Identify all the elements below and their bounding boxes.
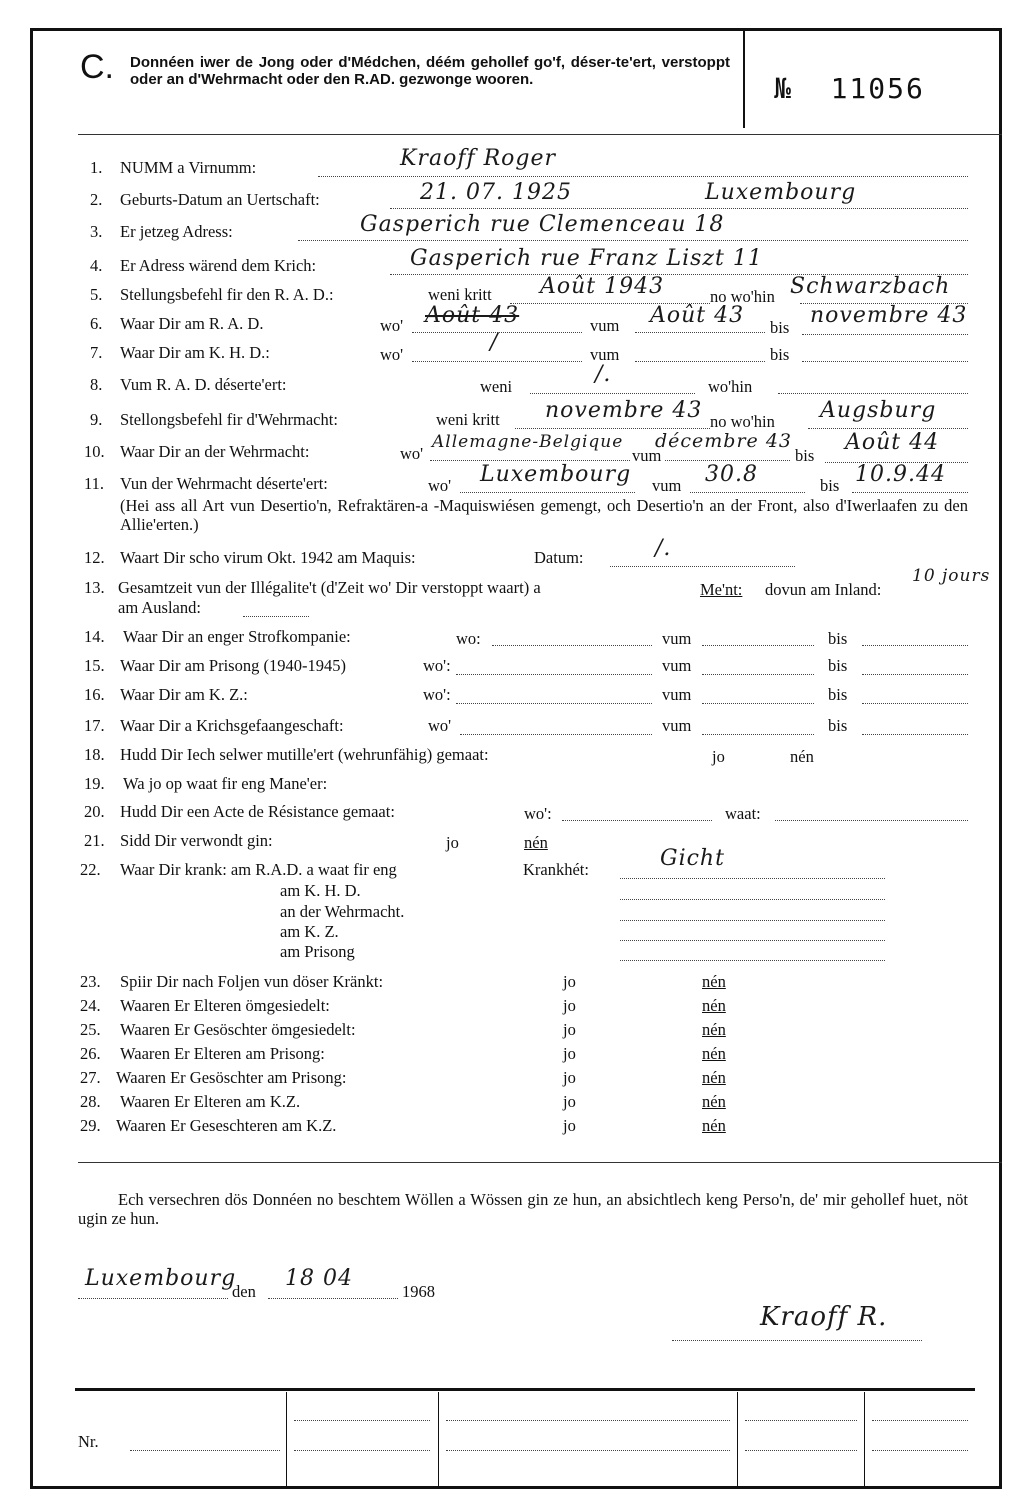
field-label-pow: Waar Dir a Krichsgefaangeschaft:: [120, 716, 344, 735]
bis-label: bis: [828, 685, 848, 704]
field-label-parents-resettled: Waaren Er Elteren ömgesiedelt:: [120, 996, 330, 1015]
nen-option-selected[interactable]: nén: [702, 972, 726, 991]
row-number: 5.: [90, 285, 103, 304]
field-line-ausland[interactable]: [243, 602, 309, 617]
bis-label: bis: [820, 476, 840, 495]
field-line-kz-vum[interactable]: [702, 689, 814, 704]
jo-option[interactable]: jo: [563, 996, 576, 1015]
field-label-siblings-resettled: Waaren Er Gesöschter ömgesiedelt:: [120, 1020, 356, 1039]
field-value-date: 18 04: [285, 1266, 353, 1291]
field-label-war-address: Er Adress wärend dem Krich:: [120, 256, 317, 275]
field-label-mutilated: Hudd Dir Iech selwer mutille'ert (wehrunfähig) gemaat:: [120, 745, 489, 764]
nen-option[interactable]: nén: [790, 747, 814, 766]
bis-label: bis: [795, 446, 815, 465]
sick-sub-wehrmacht: an der Wehrmacht.: [280, 902, 405, 921]
field-label-prisong: Waar Dir am Prisong (1940-1945): [120, 656, 346, 675]
wo-label: wo':: [524, 804, 552, 823]
field-label-kz: Waar Dir am K. Z.:: [120, 685, 248, 704]
field-label-wounded: Sidd Dir verwondt gin:: [120, 831, 273, 850]
field-line-prisong-vum[interactable]: [702, 660, 814, 675]
field-value-desert-wo: Luxembourg: [480, 462, 632, 487]
row-number: 8.: [90, 375, 103, 394]
row-number: 11.: [84, 474, 105, 493]
ausland-label: am Ausland:: [118, 598, 201, 617]
wohin-label: wo'hin: [708, 377, 753, 396]
form-title: Donnéen iwer de Jong oder d'Médchen, déém gehollef go'f, déser-te'ert, verstoppt oder an d'Wehrmacht oder den R.AD. gezwonge wooren.: [130, 54, 730, 88]
footer-field[interactable]: [294, 1406, 430, 1421]
field-line-prisong-wo[interactable]: [456, 660, 652, 675]
weni-kritt-label: weni kritt: [428, 285, 492, 304]
wo-label: wo':: [423, 685, 451, 704]
field-value-sick-rad: Gicht: [660, 846, 725, 871]
field-line-sick-khd[interactable]: [620, 885, 885, 900]
field-label-sick: Waar Dir krank: am R.A.D. a waat fir eng: [120, 860, 397, 879]
row-number: 4.: [90, 256, 103, 275]
field-value-address: Gasperich rue Clemenceau 18: [360, 212, 725, 237]
row-number: 9.: [90, 410, 103, 429]
field-label-birth: Geburts-Datum an Uertschaft:: [120, 190, 320, 209]
field-label-khd: Waar Dir am K. H. D.:: [120, 343, 270, 362]
footer-col-divider: [864, 1392, 865, 1486]
row-number: 22.: [80, 860, 101, 879]
row-number: 13.: [84, 578, 105, 597]
field-value-rad-bis: novembre 43: [810, 303, 968, 328]
row-number: 3.: [90, 222, 103, 241]
row-number: 12.: [84, 548, 105, 567]
field-label-rad-order: Stellungsbefehl fir den R. A. D.:: [120, 285, 334, 304]
wo-label: wo': [380, 316, 404, 335]
footer-field[interactable]: [745, 1436, 857, 1451]
row-number: 20.: [84, 802, 105, 821]
header-rule: [78, 134, 1002, 135]
field-label-wehrmacht: Waar Dir an der Wehrmacht:: [120, 442, 310, 461]
jo-option[interactable]: jo: [563, 1044, 576, 1063]
field-value-rad-wo: Août 43: [425, 303, 520, 328]
row-number: 25.: [80, 1020, 101, 1039]
field-line-sick-kz[interactable]: [620, 926, 885, 941]
jo-option[interactable]: jo: [563, 1116, 576, 1135]
field-value-birthplace: Luxembourg: [705, 180, 857, 205]
nen-option-selected[interactable]: nén: [702, 996, 726, 1015]
bis-label: bis: [770, 318, 790, 337]
page-border-bottom: [30, 1486, 1002, 1489]
field-line-pow-bis[interactable]: [862, 720, 968, 735]
field-line-nr[interactable]: [130, 1436, 280, 1451]
section-letter: C.: [80, 48, 114, 86]
sick-sub-kz: am K. Z.: [280, 922, 339, 941]
nen-option-selected[interactable]: nén: [524, 833, 548, 852]
row-number: 28.: [80, 1092, 101, 1111]
field-label-parents-kz: Waaren Er Elteren am K.Z.: [120, 1092, 301, 1111]
field-label-consequences: Spiir Dir nach Foljen vun döser Kränkt:: [120, 972, 384, 991]
field-line-prisong-bis[interactable]: [862, 660, 968, 675]
nen-option-selected[interactable]: nén: [702, 1068, 726, 1087]
wo-label: wo': [400, 444, 424, 463]
vum-label: vum: [590, 316, 620, 335]
row-number: 29.: [80, 1116, 101, 1135]
field-line-resistance-wo[interactable]: [562, 806, 712, 821]
field-label-wehrmacht-desert: Vun der Wehrmacht déserte'ert:: [120, 474, 328, 493]
no-wohin-label: no wo'hin: [710, 287, 775, 306]
field-line-strof-wo[interactable]: [492, 631, 652, 646]
field-line-pow-vum[interactable]: [702, 720, 814, 735]
nen-option-selected[interactable]: nén: [702, 1092, 726, 1111]
footer-field[interactable]: [872, 1406, 968, 1421]
row-number: 14.: [84, 627, 105, 646]
field-value-khd-wo: /: [490, 330, 499, 355]
number-value: 11056: [830, 72, 925, 105]
field-line-rad-desert-wohin[interactable]: [778, 379, 968, 394]
footer-rule: [75, 1388, 975, 1391]
field-label-maquis: Waart Dir scho virum Okt. 1942 am Maquis:: [120, 548, 416, 567]
page-border-top: [30, 28, 1002, 31]
row-number: 7.: [90, 343, 103, 362]
page-border-right: [999, 28, 1002, 1488]
field-label-resistance: Hudd Dir een Acte de Résistance gemaat:: [120, 802, 395, 821]
vum-label: vum: [590, 345, 620, 364]
field-value-maquis-date: /.: [655, 536, 672, 561]
weni-label: weni: [480, 377, 513, 396]
bis-label: bis: [828, 656, 848, 675]
row-number: 19.: [84, 774, 105, 793]
vum-label: vum: [632, 446, 662, 465]
field-label-rad: Waar Dir am R. A. D.: [120, 314, 264, 333]
field-label-siblings-kz: Waaren Er Geseschteren am K.Z.: [116, 1116, 337, 1135]
page-border-left: [30, 28, 33, 1488]
row-number: 17.: [84, 716, 105, 735]
field-value-rad-vum: Août 43: [650, 303, 745, 328]
nen-option-selected[interactable]: nén: [702, 1116, 726, 1135]
declaration-text: Ech versechren dös Donnéen no beschtem Wöllen a Wössen gin ze hun, an absichtlech keng Perso'n, de' mir gehollef huet, nöt ugin ze hun.: [78, 1190, 968, 1228]
krankhet-label: Krankhét:: [523, 860, 589, 879]
nen-option-selected[interactable]: nén: [702, 1044, 726, 1063]
vum-label: vum: [662, 629, 692, 648]
field-value-rad-order-date: Août 1943: [540, 274, 665, 299]
footer-field[interactable]: [446, 1436, 730, 1451]
field-line-strof-vum[interactable]: [702, 631, 814, 646]
inland-label: dovun am Inland:: [765, 580, 882, 599]
datum-label: Datum:: [534, 548, 584, 567]
field-label-illegality: Gesamtzeit vun der Illégalite't (d'Zeit wo' Dir verstoppt waart) a: [118, 578, 541, 597]
field-value-desert-vum: 30.8: [705, 462, 758, 487]
jo-option[interactable]: jo: [446, 833, 459, 852]
bis-label: bis: [828, 629, 848, 648]
form-number: [774, 72, 925, 105]
waat-label: waat:: [725, 804, 761, 823]
field-label-parents-prison: Waaren Er Elteren am Prisong:: [120, 1044, 325, 1063]
field-value-name: Kraoff Roger: [400, 146, 557, 171]
field-value-rad-dest: Schwarzbach: [790, 274, 951, 299]
footer-field[interactable]: [745, 1406, 857, 1421]
field-value-rad-desert-weni: /.: [595, 362, 612, 387]
field-value-wehrmacht-wo: Allemagne-Belgique: [432, 432, 624, 452]
footer-col-divider: [286, 1392, 287, 1486]
bis-label: bis: [828, 716, 848, 735]
field-label-strofkompanie: Waar Dir an enger Strofkompanie:: [123, 627, 351, 646]
nen-option-selected[interactable]: nén: [702, 1020, 726, 1039]
vum-label: vum: [652, 476, 682, 495]
vum-label: vum: [662, 685, 692, 704]
row-number: 15.: [84, 656, 105, 675]
bis-label: bis: [770, 345, 790, 364]
row-number: 27.: [80, 1068, 101, 1087]
field-line-sick-prisong[interactable]: [620, 946, 885, 961]
field-value-birthdate: 21. 07. 1925: [420, 180, 572, 205]
field-value-wehrmacht-order-date: novembre 43: [545, 398, 703, 423]
row-number: 10.: [84, 442, 105, 461]
header-divider: [743, 30, 745, 128]
field-value-wehrmacht-bis: Août 44: [845, 430, 940, 455]
row-number: 21.: [84, 831, 105, 850]
row-number: 24.: [80, 996, 101, 1015]
field-line-kz-bis[interactable]: [862, 689, 968, 704]
sick-sub-khd: am K. H. D.: [280, 881, 361, 900]
field-line-kz-wo[interactable]: [456, 689, 652, 704]
vum-label: vum: [662, 716, 692, 735]
field-label-address: Er jetzeg Adress:: [120, 222, 233, 241]
field-line-khd-bis[interactable]: [802, 347, 968, 362]
field-line-strof-bis[interactable]: [862, 631, 968, 646]
wo-label: wo': [428, 476, 452, 495]
field-label-siblings-prison: Waaren Er Gesöschter am Prisong:: [116, 1068, 347, 1087]
jo-option[interactable]: jo: [563, 1092, 576, 1111]
field-line-khd-vum[interactable]: [635, 347, 765, 362]
row-number: 1.: [90, 158, 103, 177]
field-value-inland: 10 jours: [912, 566, 991, 586]
row-number: 16.: [84, 685, 105, 704]
signature: Kraoff R.: [760, 1302, 888, 1332]
den-label: den: [232, 1282, 256, 1301]
field-value-place: Luxembourg: [85, 1266, 237, 1291]
wo-label: wo':: [423, 656, 451, 675]
number-symbol: №: [774, 72, 793, 105]
jo-option[interactable]: jo: [563, 1068, 576, 1087]
row-number: 26.: [80, 1044, 101, 1063]
field-value-wehrmacht-vum: décembre 43: [655, 430, 793, 452]
footer-field[interactable]: [446, 1406, 730, 1421]
weni-kritt-label: weni kritt: [436, 410, 500, 429]
field-line-pow-wo[interactable]: [460, 720, 652, 735]
field-line-sick-wehrmacht[interactable]: [620, 906, 885, 921]
desertion-note: (Hei ass all Art vun Desertio'n, Refraktären-a -Maquiswiésen gemengt, och Desertio'n an der Front, also d'Iwerlaafen zu den Allie'erten.): [120, 496, 968, 534]
row-number: 23.: [80, 972, 101, 991]
field-value-war-address: Gasperich rue Franz Liszt 11: [410, 246, 763, 271]
field-value-desert-bis: 10.9.44: [855, 462, 946, 487]
row-number: 6.: [90, 314, 103, 333]
sick-sub-prisong: am Prisong: [280, 942, 355, 961]
footer-col-divider: [438, 1392, 439, 1486]
field-value-wehrmacht-dest: Augsburg: [820, 398, 937, 423]
row-number: 18.: [84, 745, 105, 764]
field-line-rad-desert-weni[interactable]: [530, 379, 695, 394]
no-wohin-label: no wo'hin: [710, 412, 775, 431]
jo-option[interactable]: jo: [563, 1020, 576, 1039]
nr-label: Nr.: [78, 1432, 99, 1451]
declaration-rule: [78, 1162, 1002, 1163]
footer-field[interactable]: [872, 1436, 968, 1451]
jo-option[interactable]: jo: [712, 747, 725, 766]
year-label: 1968: [402, 1282, 435, 1301]
wo-label: wo': [428, 716, 452, 735]
field-label-name: NUMM a Virnumm:: [120, 158, 257, 177]
field-line-resistance-waat[interactable]: [775, 806, 968, 821]
wo-label: wo:: [456, 629, 481, 648]
field-label-rad-desert: Vum R. A. D. déserte'ert:: [120, 375, 287, 394]
row-number: 2.: [90, 190, 103, 209]
ment-label: Me'nt:: [700, 580, 743, 599]
field-label-wehrmacht-order: Stellongsbefehl fir d'Wehrmacht:: [120, 410, 338, 429]
footer-col-divider: [737, 1392, 738, 1486]
jo-option[interactable]: jo: [563, 972, 576, 991]
footer-field[interactable]: [294, 1436, 430, 1451]
field-label-manner: Wa jo op waat fir eng Mane'er:: [123, 774, 328, 793]
field-line-maquis-date[interactable]: [610, 552, 795, 567]
wo-label: wo': [380, 345, 404, 364]
vum-label: vum: [662, 656, 692, 675]
